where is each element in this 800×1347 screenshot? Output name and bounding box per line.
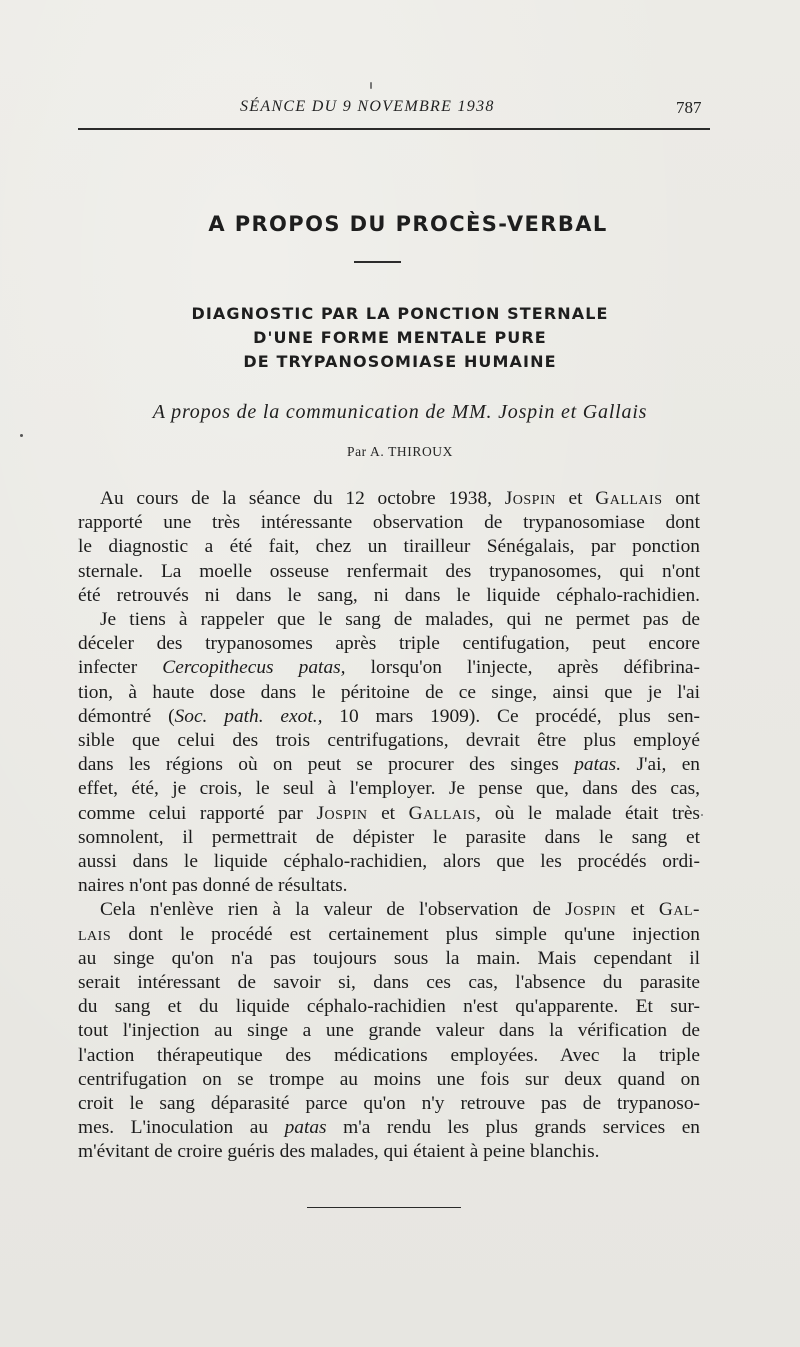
text-line: naires n'ont pas donné de résultats. [78, 875, 348, 897]
text-run: dans les régions où on peut se procurer des singes [78, 754, 559, 776]
section-title: A PROPOS DU PROCÈS-VERBAL [208, 212, 608, 236]
species-name: patas [284, 1117, 327, 1139]
page-number: 787 [676, 98, 702, 117]
paragraph-2 [78, 608, 700, 898]
text-line: m'évitant de croire guéris des malades, qui étaient à peine blanchis. [78, 1141, 600, 1163]
author-name: Gal- [658, 899, 700, 921]
text-line: été retrouvés ni dans le sang, ni dans le liquide céphalo-rachidien. [78, 584, 700, 606]
author-name: Gallais, [408, 802, 482, 824]
author-name: Gallais [595, 488, 663, 509]
text-run: m'a rendu les plus grands services en [343, 1117, 700, 1139]
text-line [78, 656, 700, 680]
article-body [78, 487, 700, 1165]
text-line: déceler des trypanosomes après triple centifugation, peut encore [78, 633, 700, 655]
running-title: SÉANCE DU 9 NOVEMBRE 1938 [240, 98, 495, 115]
species-name: Cercopithecus patas, [162, 657, 346, 679]
text-line: somnolent, il permettrait de dépister le parasite dans le sang et [78, 826, 700, 848]
text-line: le diagnostic a été fait, chez un tirailleur Sénégalais, par ponction [78, 536, 700, 558]
text-line: Je tiens à rappeler que le sang de malades, qui ne permet pas de [100, 609, 700, 631]
text-line: serait intéressant de savoir si, dans ces cas, l'absence du parasite [78, 972, 700, 994]
text-run: où le malade était très [494, 802, 700, 824]
article-title-line: DIAGNOSTIC PAR LA PONCTION STERNALE [191, 304, 609, 323]
text-run: ont [675, 488, 701, 509]
text-line: du sang et du liquide céphalo-rachidien n'est qu'apparente. Et sur- [78, 996, 700, 1018]
text-line: tout l'injection au singe a une grande valeur dans la vérification de [78, 1020, 700, 1042]
text-line: effet, été, je crois, le seul à l'employer. Je pense que, dans des cas, [78, 778, 700, 800]
text-run: infecter [78, 657, 138, 679]
paragraph-3 [78, 898, 700, 1164]
citation: Soc. path. exot., [174, 705, 323, 727]
print-speck [370, 82, 372, 89]
text-line [78, 802, 700, 826]
author-name: Jospin [565, 899, 617, 921]
text-run: mes. L'inoculation au [78, 1117, 269, 1139]
text-line: au singe qu'on n'a pas toujours sous la main. Mais cependant il [78, 947, 700, 969]
text-line: croit le sang déparasité parce qu'on n'y retrouve pas de trypanoso- [78, 1093, 700, 1115]
author-name: Jospin [316, 802, 368, 824]
text-run: comme celui rapporté par [78, 802, 303, 824]
text-run: et [568, 488, 583, 509]
text-line [78, 487, 700, 511]
text-line: sible que celui des trois centrifugations, devrait être plus employé [78, 730, 700, 752]
text-line: sternale. La moelle osseuse renfermait des trypanosomes, qui n'ont [78, 560, 700, 582]
article-title-line: DE TRYPANOSOMIASE HUMAINE [243, 352, 557, 371]
author-name: lais [78, 923, 112, 945]
text-run: dont le procédé est certainement plus simple qu'une injection [128, 923, 700, 945]
text-line: centrifugation on se trompe au moins une fois sur deux quand on [78, 1068, 700, 1090]
text-line [78, 1116, 700, 1140]
article-subtitle: A propos de la communication de MM. Jospin et Gallais [152, 401, 648, 423]
text-line: aussi dans le liquide céphalo-rachidien, alors que les procédés ordi- [78, 851, 700, 873]
article-title-line: D'UNE FORME MENTALE PURE [253, 328, 547, 347]
article-title [0, 302, 800, 374]
text-run: démontré ( [78, 705, 175, 727]
text-line: l'action thérapeutique des médications employées. Avec la triple [78, 1044, 700, 1066]
text-run: et [381, 802, 396, 824]
text-line: rapporté une très intéressante observation de trypanosomiase dont [78, 512, 700, 534]
text-run: Au cours de la séance du 12 octobre 1938, [100, 488, 492, 509]
text-run: 10 mars 1909). Ce procédé, plus sen- [339, 705, 700, 727]
text-line [78, 705, 700, 729]
header-rule [78, 128, 710, 130]
print-speck [20, 434, 23, 437]
print-speck [701, 814, 703, 816]
text-line [78, 753, 700, 777]
text-line [78, 923, 700, 947]
species-name: patas. [574, 754, 622, 776]
text-run: J'ai, en [636, 754, 700, 776]
text-run: lorsqu'on l'injecte, après défibrina- [370, 657, 700, 679]
text-run: Cela n'enlève rien à la valeur de l'observation de [100, 899, 551, 921]
byline: Par A. THIROUX [346, 444, 454, 459]
text-line [78, 898, 700, 922]
text-line: tion, à haute dose dans le péritoine de ce singe, ainsi que je l'ai [78, 681, 700, 703]
running-head [0, 98, 800, 124]
author-name: Jospin [504, 488, 556, 509]
end-rule [307, 1207, 461, 1208]
text-run: et [630, 899, 645, 921]
paragraph-1 [78, 487, 700, 608]
section-divider [354, 261, 401, 263]
